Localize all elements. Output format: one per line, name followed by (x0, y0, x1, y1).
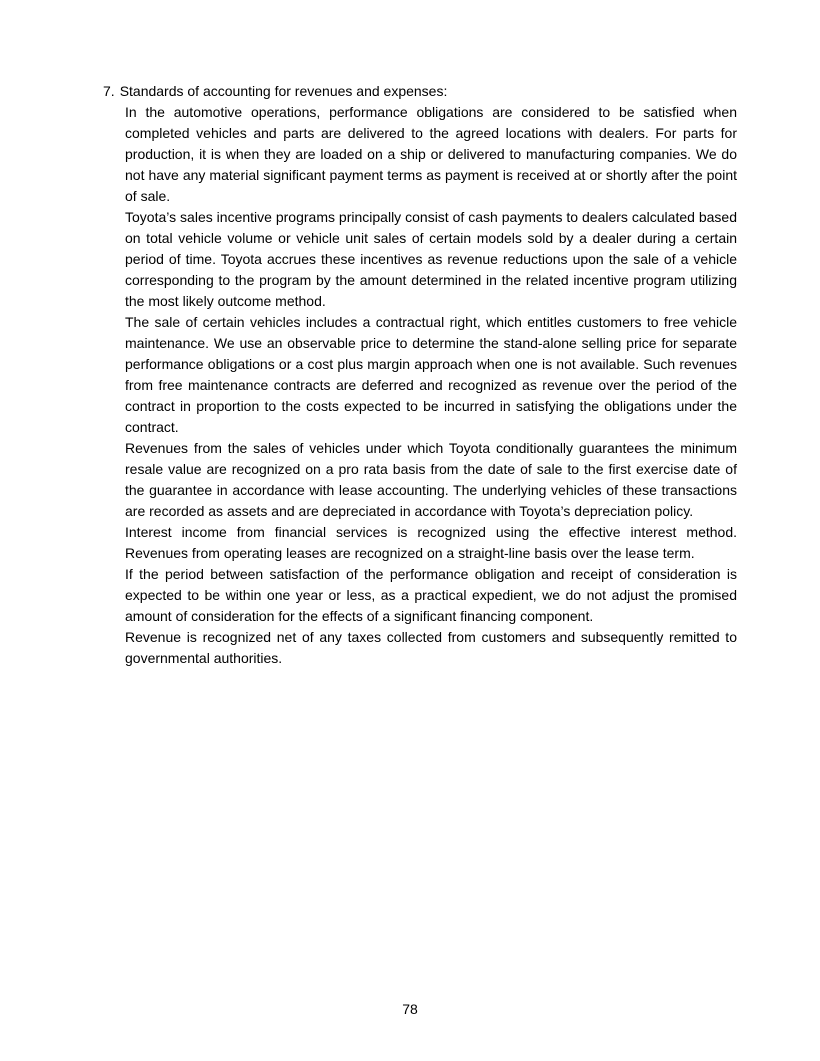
section-title: Standards of accounting for revenues and expenses: (119, 83, 448, 99)
page-number: 78 (402, 1001, 418, 1017)
section-7 (103, 81, 737, 669)
paragraph-automotive-operations: In the automotive operations, performance obligations are considered to be satisfied when completed vehicles and parts are delivered to the agreed locations with dealers. For parts for production, it is when they are loaded on a ship or delivered to manufacturing companies. We do not have any material significant payment terms as payment is received at or shortly after the point of sale. (125, 104, 737, 204)
section-heading (103, 81, 737, 102)
paragraph-financing-component: If the period between satisfaction of the performance obligation and receipt of consideration is expected to be within one year or less, as a practical expedient, we do not adjust the promised amount of consideration for the effects of a significant financing component. (125, 566, 737, 624)
section-number: 7. (103, 83, 115, 99)
paragraph-sales-incentives: Toyota’s sales incentive programs principally consist of cash payments to dealers calculated based on total vehicle volume or vehicle unit sales of certain models sold by a dealer during a certain period of time. Toyota accrues these incentives as revenue reductions upon the sale of a vehicle corresponding to the program by the amount determined in the related incentive program utilizing the most likely outcome method. (125, 209, 737, 309)
paragraph-interest-income: Interest income from financial services is recognized using the effective interest method. Revenues from operating leases are recognized on a straight-line basis over the lease term. (125, 524, 737, 561)
paragraph-free-maintenance: The sale of certain vehicles includes a contractual right, which entitles customers to free vehicle maintenance. We use an observable price to determine the stand-alone selling price for separate performance obligations or a cost plus margin approach when one is not available. Such revenues from free maintenance contracts are deferred and recognized as revenue over the period of the contract in proportion to the costs expected to be incurred in satisfying the obligations under the contract. (125, 314, 737, 435)
paragraph-resale-value-guarantee: Revenues from the sales of vehicles under which Toyota conditionally guarantees the minimum resale value are recognized on a pro rata basis from the date of sale to the first exercise date of the guarantee in accordance with lease accounting. The underlying vehicles of these transactions are recorded as assets and are depreciated in accordance with Toyota’s depreciation policy. (125, 440, 737, 519)
paragraph-taxes: Revenue is recognized net of any taxes collected from customers and subsequently remitted to governmental authorities. (125, 629, 737, 666)
section-body (125, 102, 737, 669)
